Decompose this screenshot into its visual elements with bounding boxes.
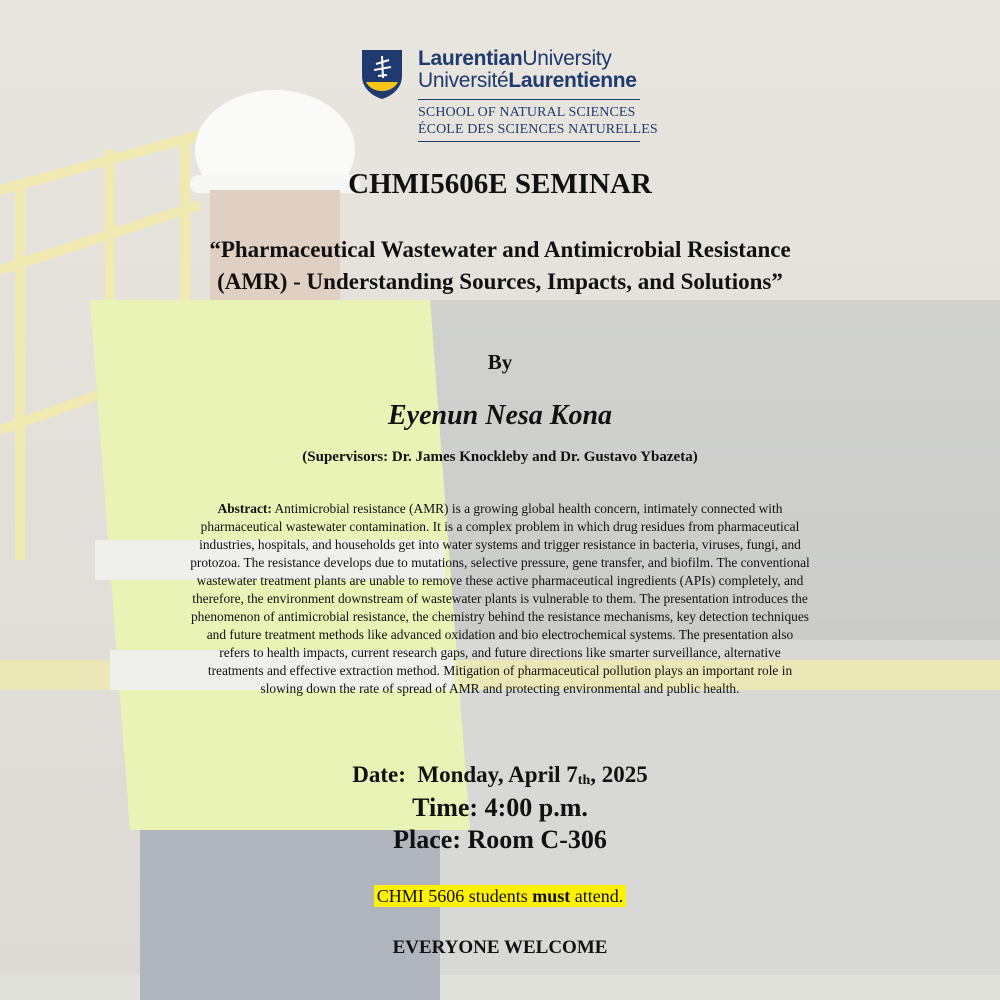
abstract-label: Abstract: — [217, 501, 272, 516]
speaker-name: Eyenun Nesa Kona — [387, 400, 613, 431]
school-name-french: ÉCOLE DES SCIENCES NATURELLES — [418, 122, 658, 137]
by-label: By — [487, 350, 513, 374]
everyone-welcome: EVERYONE WELCOME — [392, 937, 608, 958]
logo-name-english: LaurentianUniversity — [418, 47, 612, 70]
event-time: Time: 4:00 p.m. — [412, 793, 588, 822]
attendance-notice — [0, 886, 1000, 907]
logo-name-french: UniversitéLaurentienne — [418, 69, 637, 92]
logo-divider-bottom — [418, 141, 640, 142]
abstract-text: Antimicrobial resistance (AMR) is a growing global health concern, intimately connected with pharmaceutical wastewater contamination. It is a complex problem in which drug residues from pharmaceutical industries, hospitals, and households get into water systems and trigger resistance in bacteria, viruses, fungi, and protozoa. The resistance develops due to mutations, selective pressure, gene transfer, and biofilm. The conventional wastewater treatment plants are unable to remove these active pharmaceutical ingredients (APIs) completely, and therefore, the environment downstream of wastewater plants is vulnerable to them. The presentation introduces the phenomenon of antimicrobial resistance, the chemistry behind the resistance mechanisms, key detection techniques and future treatment methods like advanced oxidation and bio electrochemical systems. The presentation also refers to health impacts, current research gaps, and future directions like smarter surveillance, alternative treatments and effective extraction method. Mitigation of pharmaceutical pollution plays an important role in slowing down the rate of spread of AMR and protecting environmental and public health. — [190, 501, 810, 696]
event-date: Date: Monday, April 7th, 2025 — [352, 762, 648, 788]
logo-divider — [418, 99, 640, 100]
supervisors: (Supervisors: Dr. James Knockleby and Dr. Gustavo Ybazeta) — [302, 449, 698, 465]
talk-title: “Pharmaceutical Wastewater and Antimicrobial Resistance (AMR) - Understanding Sources, Impacts, and Solutions” — [209, 237, 791, 294]
seminar-title: CHMI5606E SEMINAR — [348, 168, 652, 200]
event-place: Place: Room C-306 — [393, 825, 607, 854]
school-name-english: SCHOOL OF NATURAL SCIENCES — [418, 105, 636, 120]
attendance-highlight: CHMI 5606 students must attend. — [374, 885, 627, 907]
university-logo — [360, 46, 658, 146]
university-shield-icon — [360, 48, 404, 100]
abstract — [190, 500, 810, 698]
